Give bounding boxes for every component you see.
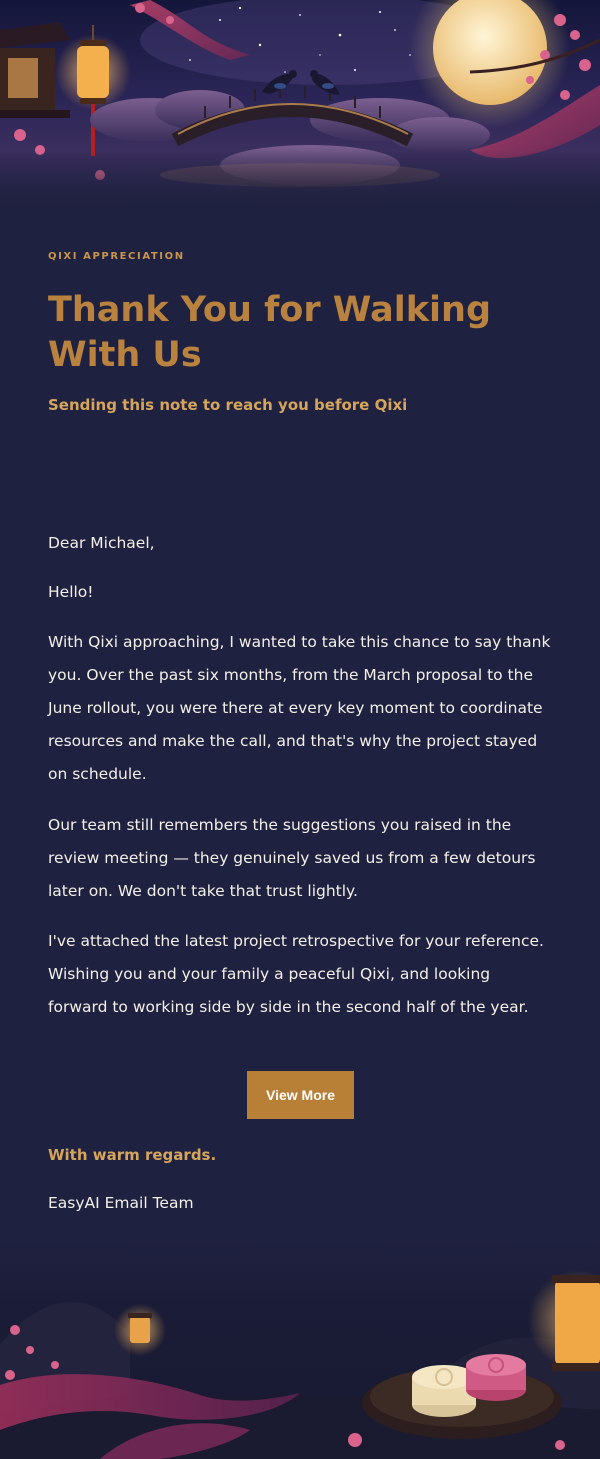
hero-illustration: [0, 0, 600, 215]
footer-scene: [0, 1225, 600, 1459]
hello-line: Hello!: [48, 583, 94, 601]
greeting: Dear Michael,: [48, 534, 155, 552]
eyebrow-label: QIXI APPRECIATION: [48, 251, 185, 262]
footer-illustration: [0, 1225, 600, 1459]
body-paragraph-3: I've attached the latest project retrospective for your reference. Wishing you and your family a peaceful Qixi, and looking forward to working side by side in the second half of the year.: [48, 932, 544, 1016]
small-lantern-icon: [114, 1304, 166, 1356]
hero-fade: [0, 150, 600, 215]
subtitle: Sending this note to reach you before Qixi: [48, 396, 408, 414]
signoff: With warm regards.: [48, 1146, 217, 1164]
page-title: Thank You for Walking With Us: [48, 290, 492, 375]
team-signature: EasyAI Email Team: [48, 1194, 194, 1212]
body-paragraph-2: Our team still remembers the suggestions you raised in the review meeting — they genuinely saved us from a few detours later on. We don't take that trust lightly.: [48, 816, 536, 900]
pink-mooncake-icon: [466, 1354, 526, 1401]
footer-fade: [0, 1225, 600, 1275]
hero-scene: [0, 0, 600, 215]
body-paragraph-1: With Qixi approaching, I wanted to take this chance to say thank you. Over the past six months, from the March proposal to the June rollout, you were there at every key moment to coordinate resources and make the call, and that's why the project stayed on schedule.: [48, 633, 551, 783]
view-more-button[interactable]: View More: [247, 1071, 354, 1119]
